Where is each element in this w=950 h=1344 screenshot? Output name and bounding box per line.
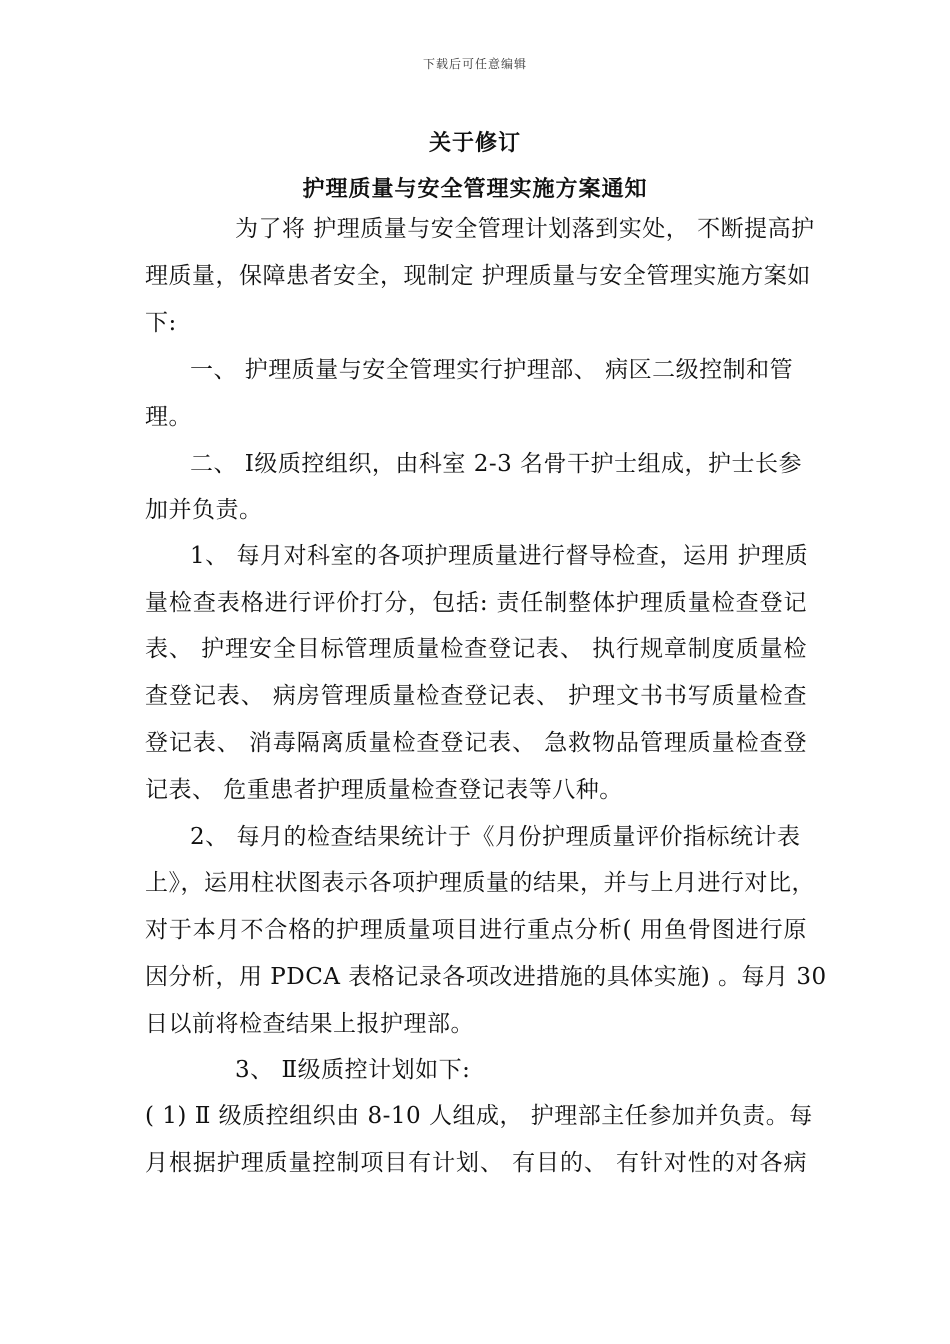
paragraph-line-7: 加并负责。	[145, 497, 263, 523]
document-title-line-2: 护理质量与安全管理实施方案通知	[302, 177, 648, 202]
paragraph-line-18: 日以前将检查结果上报护理部。	[145, 1011, 474, 1037]
paragraph-line-9: 量检查表格进行评价打分，包括: 责任制整体护理质量检查登记	[145, 590, 807, 616]
paragraph-line-4: 一、 护理质量与安全管理实行护理部、 病区二级控制和管	[190, 357, 794, 383]
paragraph-line-8: 1、 每月对科室的各项护理质量进行督导检查，运用 护理质	[190, 543, 809, 569]
paragraph-line-1: 为了将 护理质量与安全管理计划落到实处， 不断提高护	[235, 216, 815, 242]
paragraph-line-14: 2、 每月的检查结果统计于《月份护理质量评价指标统计表	[190, 824, 801, 850]
paragraph-line-11: 查登记表、 病房管理质量检查登记表、 护理文书书写质量检查	[145, 683, 807, 709]
paragraph-line-13: 记表、 危重患者护理质量检查登记表等八种。	[145, 777, 623, 803]
paragraph-line-21: 月根据护理质量控制项目有计划、 有目的、 有针对性的对各病	[145, 1150, 807, 1176]
paragraph-line-5: 理。	[145, 404, 192, 430]
paragraph-line-19: 3、 Ⅱ级质控计划如下:	[235, 1057, 471, 1083]
paragraph-line-16: 对于本月不合格的护理质量项目进行重点分析( 用鱼骨图进行原	[145, 917, 807, 943]
paragraph-line-12: 登记表、 消毒隔离质量检查登记表、 急救物品管理质量检查登	[145, 730, 807, 756]
paragraph-line-10: 表、 护理安全目标管理质量检查登记表、 执行规章制度质量检	[145, 636, 807, 662]
paragraph-line-3: 下:	[145, 310, 177, 336]
header-note: 下载后可任意编辑	[422, 57, 527, 71]
paragraph-line-6: 二、 Ⅰ级质控组织，由科室 2-3 名骨干护士组成，护士长参	[190, 451, 803, 477]
paragraph-line-20: ( 1) Ⅱ 级质控组织由 8-10 人组成， 护理部主任参加并负责。每	[145, 1103, 813, 1129]
paragraph-line-17: 因分析，用 PDCA 表格记录各项改进措施的具体实施) 。每月 30	[145, 964, 827, 990]
paragraph-line-15: 上》，运用柱状图表示各项护理质量的结果，并与上月进行对比，	[145, 870, 815, 896]
paragraph-line-2: 理质量，保障患者安全，现制定 护理质量与安全管理实施方案如	[145, 263, 811, 289]
document-title-line-1: 关于修订	[428, 131, 521, 156]
